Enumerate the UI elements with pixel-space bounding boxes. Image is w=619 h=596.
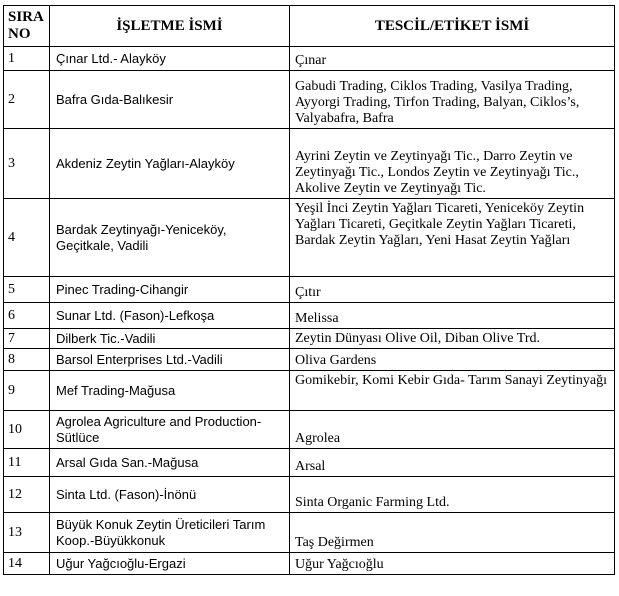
- brand-name: Melissa: [290, 303, 615, 329]
- firm-name: Pinec Trading-Cihangir: [50, 277, 290, 303]
- table-row: [4, 371, 615, 411]
- brand-name: Gabudi Trading, Ciklos Trading, Vasilya Trading, Ayyorgi Trading, Tirfon Trading, Balyan, Ciklos’s, Valyabafra, Bafra: [290, 71, 615, 129]
- firm-name: Dilberk Tic.-Vadili: [50, 329, 290, 349]
- row-number: 11: [4, 449, 50, 477]
- firm-name: Akdeniz Zeytin Yağları-Alayköy: [50, 129, 290, 199]
- brand-name: Sinta Organic Farming Ltd.: [290, 477, 615, 513]
- firm-name: Büyük Konuk Zeytin Üreticileri Tarım Koop.-Büyükkonuk: [50, 513, 290, 553]
- table-row: [4, 411, 615, 449]
- firm-name: Bardak Zeytinyağı-Yeniceköy, Geçitkale, Vadili: [50, 199, 290, 277]
- brand-name: Arsal: [290, 449, 615, 477]
- row-number: 14: [4, 553, 50, 575]
- olive-oil-registry-table: [3, 5, 615, 575]
- table-row: [4, 513, 615, 553]
- brand-name: Çınar: [290, 47, 615, 71]
- brand-name: Zeytin Dünyası Olive Oil, Diban Olive Trd.: [290, 329, 615, 349]
- brand-name: Yeşil İnci Zeytin Yağları Ticareti, Yeniceköy Zeytin Yağları Ticareti, Geçitkale Zeytin Yağları Ticareti, Bardak Zeytin Yağları, Yeni Hasat Zeytin Yağları: [290, 199, 615, 277]
- brand-name: Agrolea: [290, 411, 615, 449]
- table-row: [4, 277, 615, 303]
- row-number: 12: [4, 477, 50, 513]
- firm-name: Agrolea Agriculture and Production-Sütlüce: [50, 411, 290, 449]
- table-row: [4, 129, 615, 199]
- table-row: [4, 349, 615, 371]
- firm-name: Çınar Ltd.- Alayköy: [50, 47, 290, 71]
- header-tescil-etiket-ismi: TESCİL/ETİKET İSMİ: [290, 6, 615, 47]
- row-number: 9: [4, 371, 50, 411]
- brand-name: Oliva Gardens: [290, 349, 615, 371]
- firm-name: Uğur Yağcıoğlu-Ergazi: [50, 553, 290, 575]
- header-isletme-ismi: İŞLETME İSMİ: [50, 6, 290, 47]
- table-row: [4, 329, 615, 349]
- table-row: [4, 553, 615, 575]
- row-number: 6: [4, 303, 50, 329]
- table-row: [4, 477, 615, 513]
- firm-name: Mef Trading-Mağusa: [50, 371, 290, 411]
- table-row: [4, 47, 615, 71]
- row-number: 2: [4, 71, 50, 129]
- row-number: 8: [4, 349, 50, 371]
- firm-name: Barsol Enterprises Ltd.-Vadili: [50, 349, 290, 371]
- row-number: 4: [4, 199, 50, 277]
- firm-name: Arsal Gıda San.-Mağusa: [50, 449, 290, 477]
- brand-name: Ayrini Zeytin ve Zeytinyağı Tic., Darro Zeytin ve Zeytinyağı Tic., Londos Zeytin ve Zeytinyağı Tic., Akolive Zeytin ve Zeytinyağı Tic.: [290, 129, 615, 199]
- row-number: 5: [4, 277, 50, 303]
- table-header-row: [4, 6, 615, 47]
- brand-name: Taş Değirmen: [290, 513, 615, 553]
- table-row: [4, 199, 615, 277]
- header-sira-no: SIRA NO: [4, 6, 50, 47]
- row-number: 7: [4, 329, 50, 349]
- firm-name: Sunar Ltd. (Fason)-Lefkoşa: [50, 303, 290, 329]
- firm-name: Bafra Gıda-Balıkesir: [50, 71, 290, 129]
- brand-name: Gomikebir, Komi Kebir Gıda- Tarım Sanayi Zeytinyağı: [290, 371, 615, 411]
- row-number: 10: [4, 411, 50, 449]
- table-row: [4, 71, 615, 129]
- table-row: [4, 449, 615, 477]
- table-row: [4, 303, 615, 329]
- brand-name: Uğur Yağcıoğlu: [290, 553, 615, 575]
- row-number: 3: [4, 129, 50, 199]
- row-number: 13: [4, 513, 50, 553]
- row-number: 1: [4, 47, 50, 71]
- firm-name: Sinta Ltd. (Fason)-İnönü: [50, 477, 290, 513]
- brand-name: Çıtır: [290, 277, 615, 303]
